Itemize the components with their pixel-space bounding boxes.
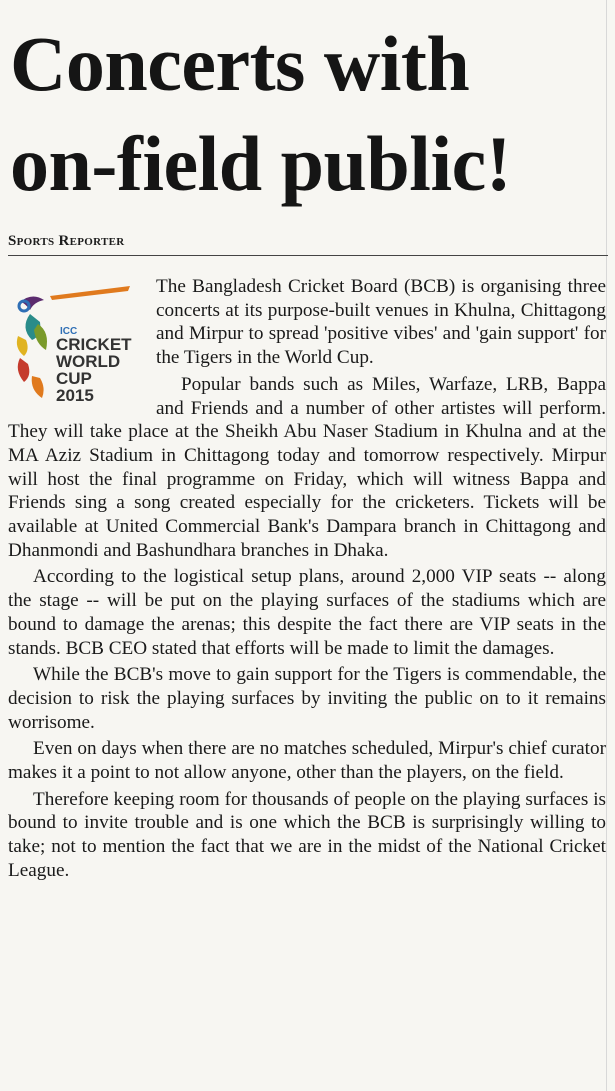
paragraph-1: The Bangladesh Cricket Board (BCB) is organising three concerts at its purpose-built venues in Khulna, Chittagong and Mirpur to spread 'positive vibes' and 'gain support' for the Tigers in the World Cup. [156,276,606,369]
paragraph-5: Even on days when there are no matches scheduled, Mirpur's chief curator makes it a point to not allow anyone, other than the players, on the field. [8,738,606,784]
headline-line-1: Concerts with [10,20,470,107]
logo-line-3: CUP [56,369,92,388]
paragraph-2: Popular bands such as Miles, Warfaze, LRB, Bappa and Friends and a number of other artistes will perform. They will take place at the Sheikh Abu Naser Stadium in Khulna and at the MA Aziz Stadium in Chittagong today and tomorrow respectively. Mirpur will host the final programme on Friday, which will witness Bappa and Friends sing a song created especially for the cricketers. Tickets will be available at United Commercial Bank's Dampara branch in Chittagong and Dhanmondi and Bashundhara branches in Dhaka. [8,373,606,561]
logo-icc: ICC [60,326,78,337]
article-body [8,275,606,886]
article [8,0,608,1091]
logo-spacer [8,275,156,414]
logo-line-2: WORLD [56,352,121,371]
byline: Sports Reporter [8,233,608,256]
paragraph-3: According to the logistical setup plans, around 2,000 VIP seats -- along the stage -- will be put on the playing surfaces of the stadiums which are bound to damage the arenas; this despite the fact there are VIP seats in the stands. BCB CEO stated that efforts will be made to limit the damages. [8,566,606,659]
paragraph-4: While the BCB's move to gain support for the Tigers is commendable, the decision to risk the playing surfaces by inviting the public on to it remains worrisome. [8,664,606,733]
headline [10,14,610,214]
logo-line-1: CRICKET [56,335,132,354]
logo-line-4: 2015 [56,386,94,405]
paragraph-6: Therefore keeping room for thousands of people on the playing surfaces is bound to invite trouble and is one which the BCB is surprisingly willing to take; not to mention the fact that we are in the midst of the National Cricket League. [8,788,606,881]
headline-line-2: on-field public! [10,120,512,207]
